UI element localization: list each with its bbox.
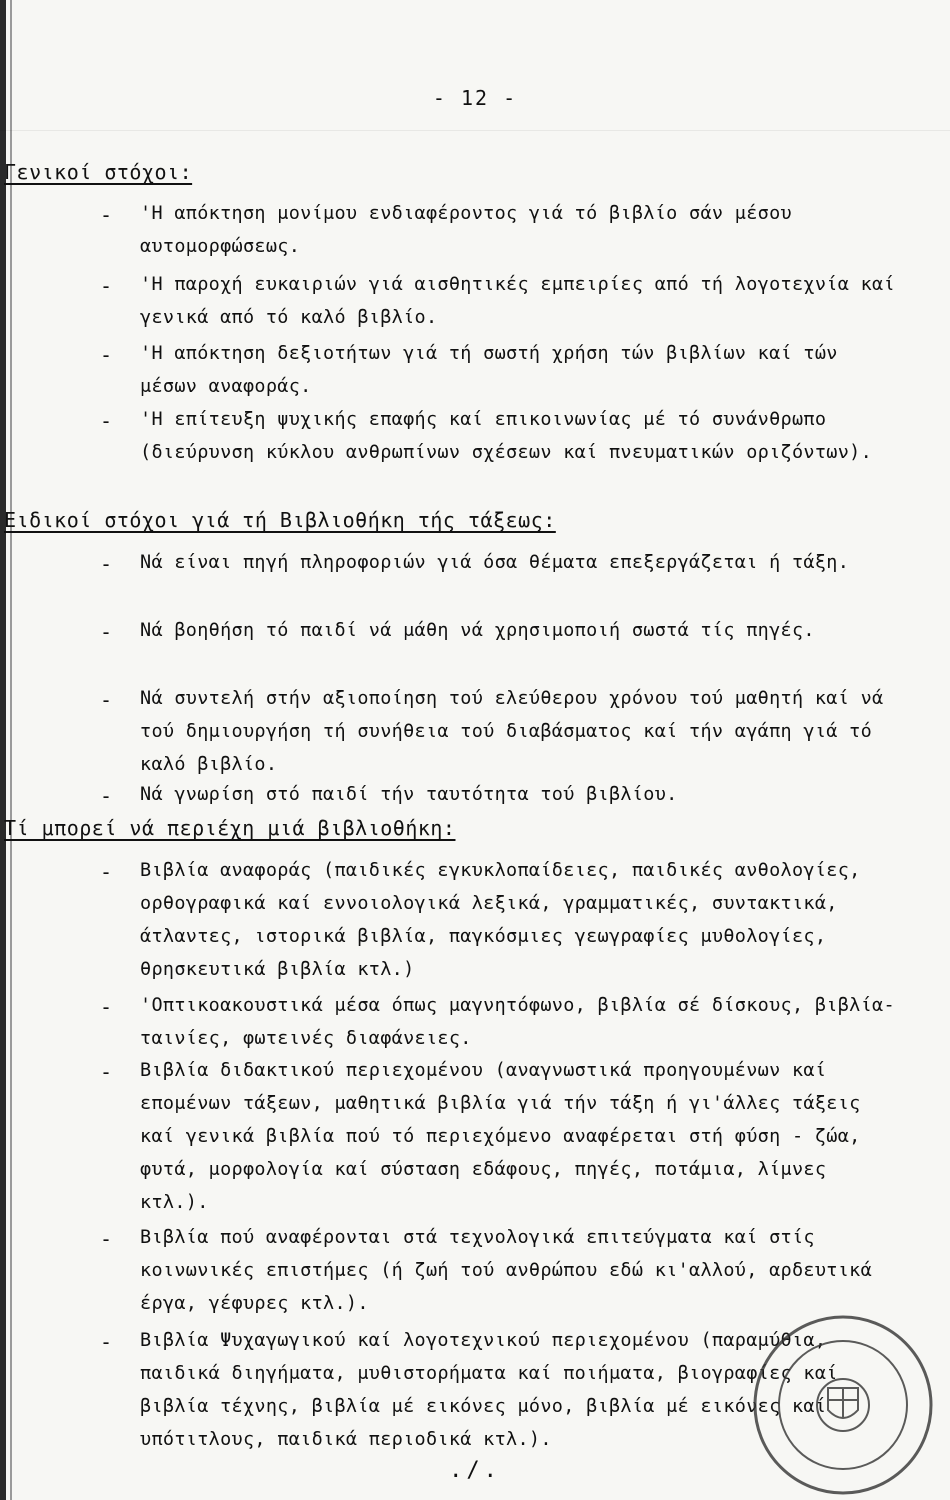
- list-item-text: 'Η επίτευξη ψυχικής επαφής καί επικοινωνίας μέ τό συνάνθρωπο (διεύρυνση κύκλου ανθρωπίνων σχέσεων καί πνευματικών οριζόντων).: [140, 409, 873, 463]
- bullet-dash: -: [100, 552, 113, 576]
- bullet-dash: -: [100, 1060, 113, 1084]
- official-stamp-icon: [738, 1310, 948, 1500]
- bullet-dash: -: [100, 1330, 113, 1354]
- bleed-through-line: [0, 130, 950, 131]
- list-item-text: Νά γνωρίση στό παιδί τήν ταυτότητα τού βιβλίου.: [140, 784, 678, 805]
- bullet-dash: -: [100, 274, 113, 298]
- bullet-dash: -: [100, 784, 113, 808]
- section-heading-library-contents: Τί μπορεί νά περιέχη μιά βιβλιοθήκη:: [4, 816, 456, 840]
- scan-edge-line: [10, 0, 12, 1500]
- list-item-text: Βιβλία αναφοράς (παιδικές εγκυκλοπαίδειες, παιδικές ανθολογίες, ορθογραφικά καί εννοιολογικά λεξικά, γραμματικές, συντακτικά, άτλαντες, ιστορικά βιβλία, παγκόσμιες γεωγραφίες μυθολογίες, θρησκευτικά βιβλία κτλ.): [140, 860, 873, 980]
- list-item-text: Βιβλία πού αναφέρονται στά τεχνολογικά επιτεύγματα καί στίς κοινωνικές επιστήμες (ή ζωή τού ανθρώπου εδώ κι'αλλού, αρδευτικά έργα, γέφυρες κτλ.).: [140, 1227, 884, 1314]
- bullet-dash: -: [100, 620, 113, 644]
- section-heading-general-goals: Γενικοί στόχοι:: [4, 160, 193, 184]
- list-item-text: 'Οπτικοακουστικά μέσα όπως μαγνητόφωνο, βιβλία σέ δίσκους, βιβλία-ταινίες, φωτεινές διαφάνειες.: [140, 995, 895, 1049]
- list-item-text: 'Η απόκτηση δεξιοτήτων γιά τή σωστή χρήση τών βιβλίων καί τών μέσων αναφοράς.: [140, 343, 850, 397]
- bullet-dash: -: [100, 995, 113, 1019]
- page-number: - 12 -: [432, 86, 518, 110]
- bullet-dash: -: [100, 343, 113, 367]
- section-heading-class-library-goals: Ειδικοί στόχοι γιά τή Βιβλιοθήκη τής τάξεως:: [4, 508, 556, 532]
- list-item-text: 'Η απόκτηση μονίμου ενδιαφέροντος γιά τό βιβλίο σάν μέσου αυτομορφώσεως.: [140, 203, 804, 257]
- list-item-text: Νά είναι πηγή πληροφοριών γιά όσα θέματα επεξεργάζεται ή τάξη.: [140, 552, 850, 573]
- list-item-text: 'Η παροχή ευκαιριών γιά αισθητικές εμπειρίες από τή λογοτεχνία καί γενικά από τό καλό βιβλίο.: [140, 274, 907, 328]
- list-item-text: Νά βοηθήση τό παιδί νά μάθη νά χρησιμοποιή σωστά τίς πηγές.: [140, 620, 815, 641]
- scan-edge: [0, 0, 6, 1500]
- bullet-dash: -: [100, 203, 113, 227]
- bullet-dash: -: [100, 409, 113, 433]
- list-item-text: Βιβλία διδακτικού περιεχομένου (αναγνωστικά προηγουμένων καί επομένων τάξεων, μαθητικά βιβλία γιά τήν τάξη ή γι'άλλες τάξεις καί γενικά βιβλία πού τό περιεχόμενο αναφέρεται στή φύση - ζώα, φυτά, μορφολογία καί σύσταση εδάφους, πηγές, ποτάμια, λίμνες κτλ.).: [140, 1060, 873, 1213]
- list-item-text: Βιβλία Ψυχαγωγικού καί λογοτεχνικού περιεχομένου (παραμύθια, παιδικά διηγήματα, μυθιστορήματα καί ποιήματα, βιογραφίες καί βιβλία τέχνης, βιβλία μέ εικόνες μόνο, βιβλία μέ εικόνες καί υπότιτλους, παιδικά περιοδικά κτλ.).: [140, 1330, 850, 1450]
- continuation-mark: ./.: [449, 1458, 501, 1483]
- bullet-dash: -: [100, 860, 113, 884]
- bullet-dash: -: [100, 1227, 113, 1251]
- bullet-dash: -: [100, 688, 113, 712]
- list-item-text: Νά συντελή στήν αξιοποίηση τού ελεύθερου χρόνου τού μαθητή καί νά τού δημιουργήση τή συνήθεια τού διαβάσματος καί τήν αγάπη γιά τό καλό βιβλίο.: [140, 688, 895, 775]
